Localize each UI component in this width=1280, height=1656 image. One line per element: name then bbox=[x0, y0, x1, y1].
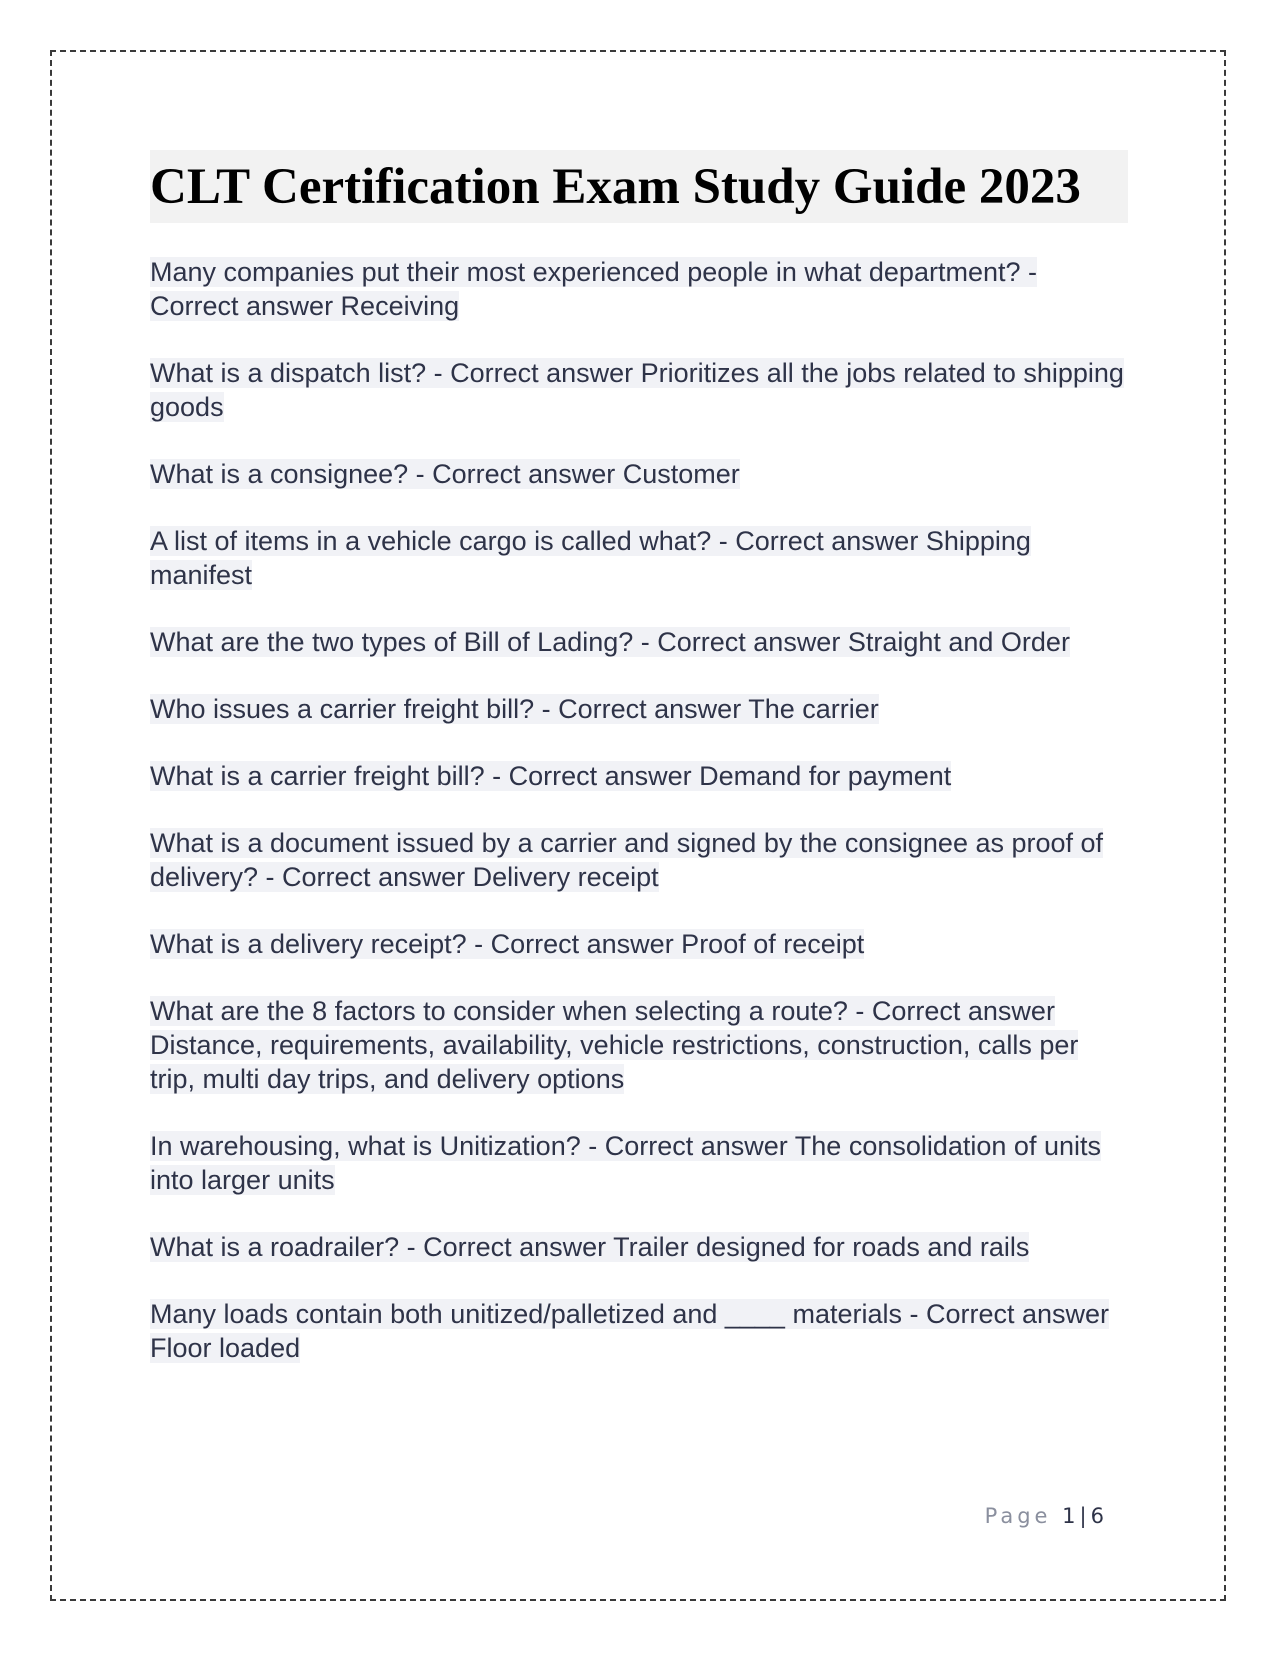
qa-item: A list of items in a vehicle cargo is called what? - Correct answer Shipping manifest bbox=[150, 526, 1031, 590]
qa-item: In warehousing, what is Unitization? - Correct answer The consolidation of units into larger units bbox=[150, 1131, 1101, 1195]
qa-item: What is a dispatch list? - Correct answer Prioritizes all the jobs related to shipping goods bbox=[150, 358, 1124, 422]
title-block bbox=[150, 150, 1128, 223]
qa-item: Many loads contain both unitized/palletized and ____ materials - Correct answer Floor loaded bbox=[150, 1299, 1110, 1363]
qa-item: What are the 8 factors to consider when selecting a route? - Correct answer Distance, requirements, availability, vehicle restrictions, construction, calls per trip, multi day trips, and delivery options bbox=[150, 996, 1079, 1094]
qa-item: Who issues a carrier freight bill? - Correct answer The carrier bbox=[150, 694, 879, 724]
page-total: 6 bbox=[1090, 1504, 1104, 1528]
qa-item: What is a carrier freight bill? - Correct answer Demand for payment bbox=[150, 761, 952, 791]
document-body bbox=[150, 150, 1128, 1398]
qa-item: What is a document issued by a carrier and signed by the consignee as proof of delivery? - Correct answer Delivery receipt bbox=[150, 828, 1104, 892]
document-title: CLT Certification Exam Study Guide 2023 bbox=[150, 159, 1081, 215]
qa-item: What are the two types of Bill of Lading? - Correct answer Straight and Order bbox=[150, 627, 1070, 657]
qa-item: What is a roadrailer? - Correct answer Trailer designed for roads and rails bbox=[150, 1232, 1030, 1262]
page-separator: | bbox=[1079, 1504, 1087, 1528]
page-word: Page bbox=[984, 1504, 1052, 1528]
page-number bbox=[985, 1504, 1104, 1528]
qa-item: What is a consignee? - Correct answer Customer bbox=[150, 459, 740, 489]
qa-item: What is a delivery receipt? - Correct answer Proof of receipt bbox=[150, 929, 865, 959]
qa-item: Many companies put their most experienced people in what department? - Correct answer Receiving bbox=[150, 257, 1037, 321]
page-current: 1 bbox=[1062, 1504, 1076, 1528]
